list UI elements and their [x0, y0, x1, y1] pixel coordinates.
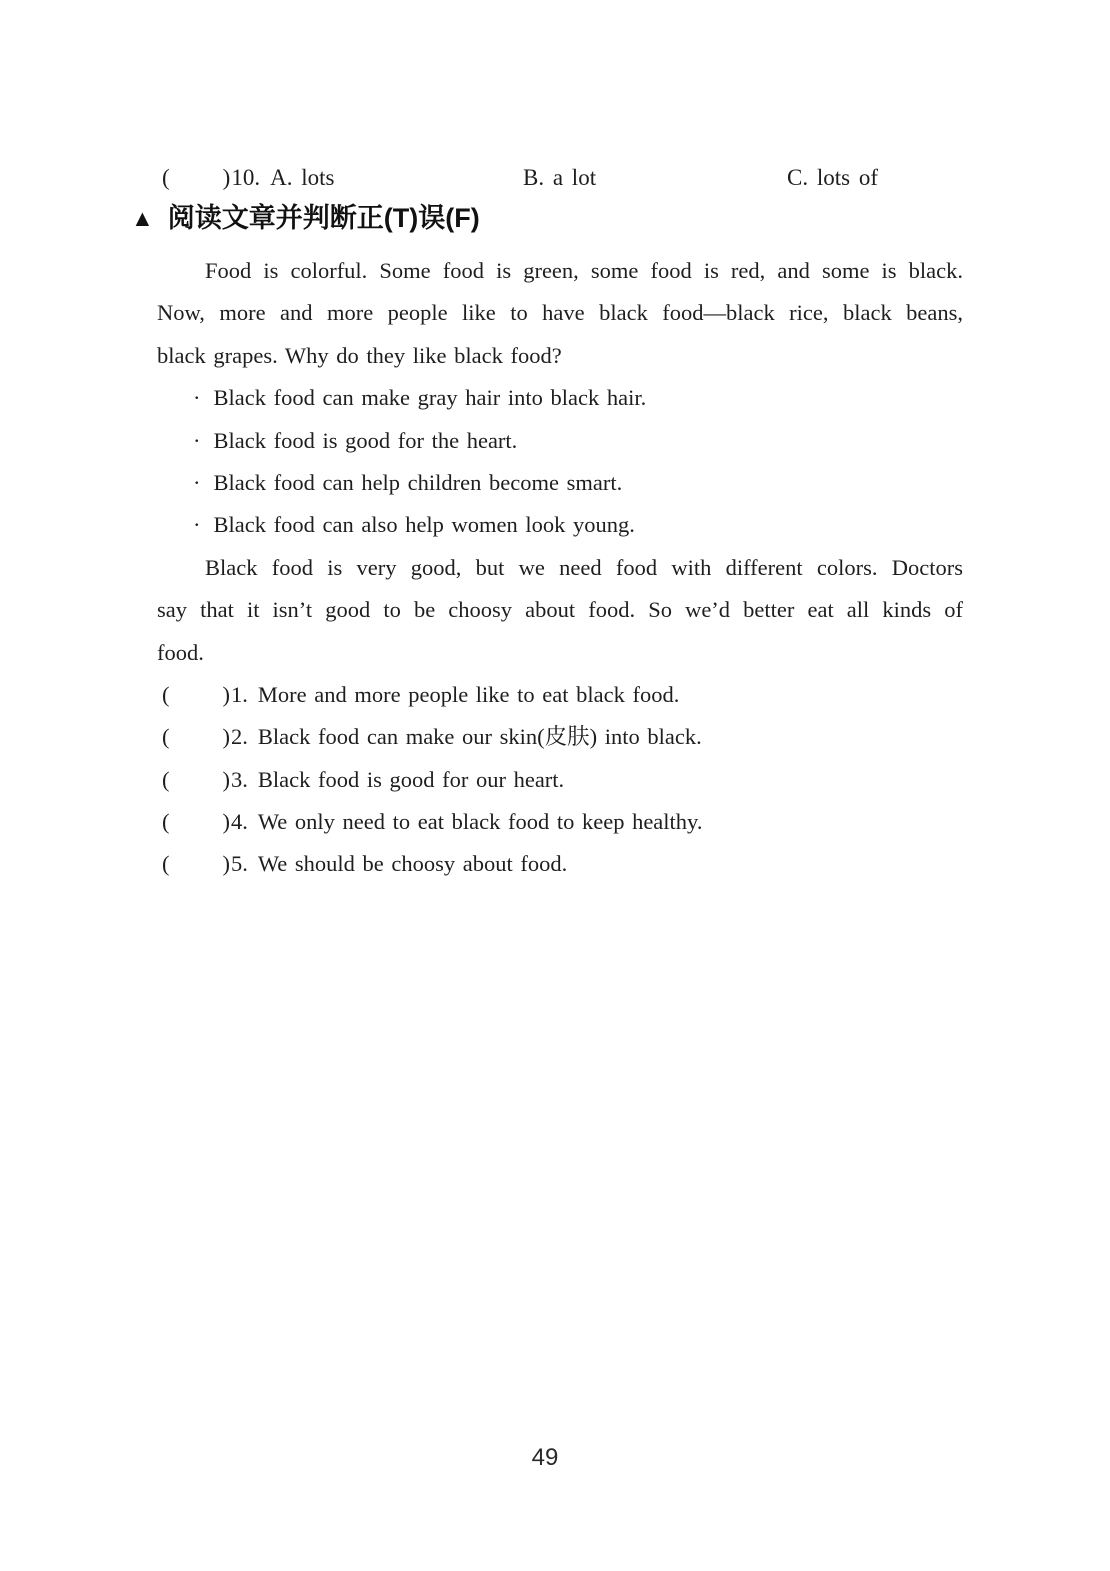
answer-blank-close-paren: ) — [222, 165, 231, 190]
mcq-option-a: A. lots — [270, 165, 335, 190]
bullet-text: Black food can make gray hair into black hair. — [213, 385, 647, 411]
mcq-option-a-group — [162, 160, 334, 196]
question-number: 5. — [231, 851, 248, 877]
answer-blank-close-paren: ) — [222, 681, 230, 707]
answer-blank-open-paren: ( — [162, 681, 170, 707]
question-number: 3. — [231, 766, 248, 792]
tf-question-1 — [157, 674, 963, 716]
mcq-option-b: B. a lot — [523, 165, 597, 190]
passage-bullet-item — [157, 504, 963, 546]
question-number: 2. — [231, 724, 248, 750]
answer-blank-close-paren: ) — [222, 851, 230, 877]
bullet-dot-icon: · — [193, 385, 201, 411]
tf-question-text: We only need to eat black food to keep healthy. — [257, 809, 703, 835]
answer-blank-open-paren: ( — [162, 766, 170, 792]
tf-question-4 — [157, 801, 963, 843]
passage-para2-line1: Black food is very good, but we need food with different colors. Doctors — [205, 554, 963, 580]
mcq-option-c: C. lots of — [787, 165, 878, 190]
answer-blank-open-paren: ( — [162, 724, 170, 750]
bullet-dot-icon: · — [193, 427, 201, 453]
tf-question-text: Black food is good for our heart. — [257, 766, 565, 792]
bullet-text: Black food can also help women look young. — [213, 512, 635, 538]
answer-blank-gap — [170, 184, 223, 185]
passage-bullet-item — [157, 462, 963, 504]
question-number: 1. — [231, 681, 248, 707]
bullet-text: Black food is good for the heart. — [213, 427, 518, 453]
question-number: 10. — [231, 165, 261, 190]
passage-para2-line3: food. — [157, 639, 204, 665]
passage-para1-line1: Food is colorful. Some food is green, some food is red, and some is black. — [205, 258, 963, 283]
answer-blank-gap — [170, 828, 223, 829]
mcq-question-10-row — [157, 160, 967, 196]
answer-blank-close-paren: ) — [222, 724, 230, 750]
bullet-text: Black food can help children become smart. — [213, 469, 623, 495]
page-number: 49 — [531, 1444, 559, 1471]
answer-blank-gap — [170, 786, 223, 787]
answer-blank-gap — [170, 743, 223, 744]
triangle-marker-icon: ▲ — [131, 205, 154, 231]
section-heading-title: 阅读文章并判断正(T)误(F) — [167, 203, 480, 233]
tf-question-2 — [157, 716, 963, 758]
tf-question-3 — [157, 759, 963, 801]
passage-para2-line2: say that it isn’t good to be choosy about food. So we’d better eat all kinds of — [157, 597, 963, 623]
answer-blank-gap — [170, 701, 223, 702]
answer-blank-open-paren: ( — [162, 165, 170, 190]
answer-blank-open-paren: ( — [162, 809, 170, 835]
passage-para1-line2: Now, more and more people like to have black food—black rice, black beans, — [157, 300, 963, 326]
passage-bullet-item — [157, 377, 963, 419]
tf-question-text: We should be choosy about food. — [257, 851, 568, 877]
tf-question-text: Black food can make our skin(皮肤) into black. — [257, 724, 702, 750]
answer-blank-close-paren: ) — [222, 809, 230, 835]
answer-blank-gap — [170, 870, 223, 871]
answer-blank-open-paren: ( — [162, 851, 170, 877]
reading-passage — [157, 250, 963, 886]
answer-blank-close-paren: ) — [222, 766, 230, 792]
question-number: 4. — [231, 809, 248, 835]
tf-question-5 — [157, 843, 963, 885]
passage-para1-line3: black grapes. Why do they like black food? — [157, 342, 562, 368]
bullet-dot-icon: · — [193, 469, 201, 495]
passage-bullet-item — [157, 420, 963, 462]
bullet-dot-icon: · — [193, 512, 201, 538]
section-heading — [131, 200, 480, 236]
tf-question-text: More and more people like to eat black food. — [257, 681, 680, 707]
